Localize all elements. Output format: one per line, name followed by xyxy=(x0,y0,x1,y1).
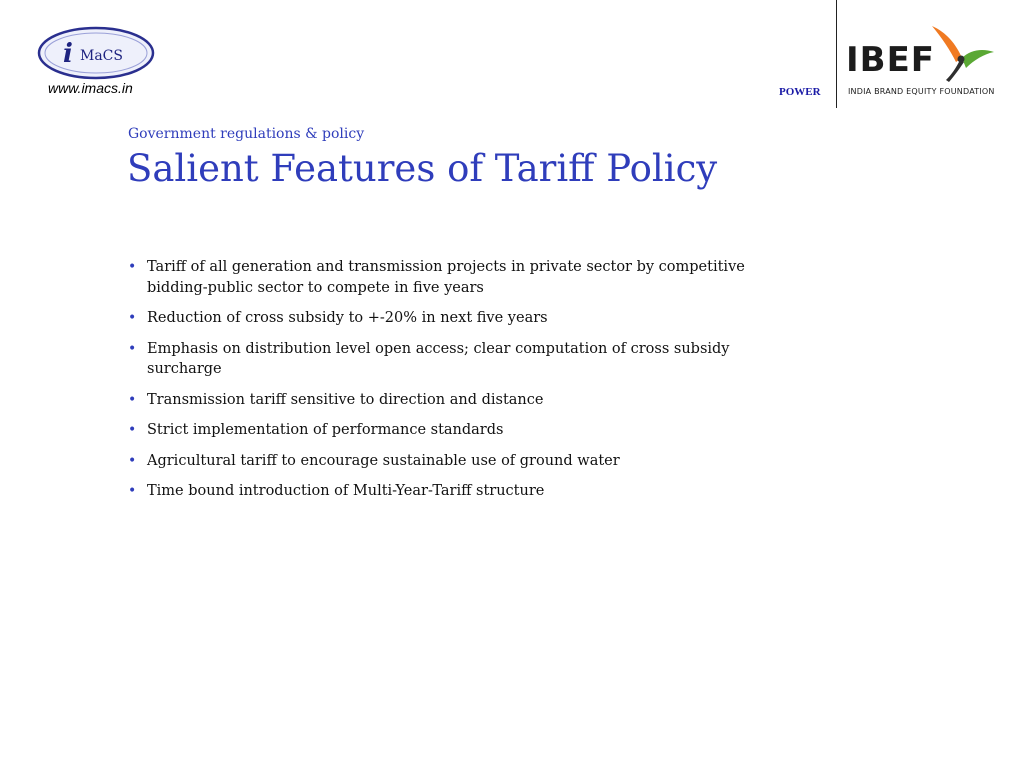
section-label: POWER xyxy=(779,86,821,98)
bullet-list xyxy=(128,257,768,512)
ibef-subtitle: INDIA BRAND EQUITY FOUNDATION xyxy=(848,87,995,96)
bullet-text: Emphasis on distribution level open access; clear computation of cross subsidy surcharge xyxy=(147,340,730,377)
bullet-text: Strict implementation of performance standards xyxy=(147,422,504,438)
imacs-logo-i: i xyxy=(63,39,73,69)
bullet-item xyxy=(128,451,768,472)
slide-title: Salient Features of Tariff Policy xyxy=(127,147,718,190)
imacs-url: www.imacs.in xyxy=(48,80,133,96)
header-divider xyxy=(836,0,837,108)
imacs-logo-text: MaCS xyxy=(80,48,123,64)
bullet-item xyxy=(128,420,768,441)
bullet-item xyxy=(128,481,768,502)
bullet-icon: • xyxy=(128,422,137,438)
bullet-item xyxy=(128,390,768,411)
bullet-item xyxy=(128,308,768,329)
bullet-item xyxy=(128,339,768,380)
bullet-icon: • xyxy=(128,340,137,357)
bullet-text: Transmission tariff sensitive to direction and distance xyxy=(147,391,544,408)
bullet-item xyxy=(128,257,768,298)
bullet-text: Tariff of all generation and transmission projects in private sector by competitive bidding-public sector to compete in five years xyxy=(147,259,745,296)
ibef-bird-icon xyxy=(926,22,998,84)
bullet-icon: • xyxy=(128,310,137,326)
bullet-text: Reduction of cross subsidy to +-20% in next five years xyxy=(147,310,548,326)
bullet-icon: • xyxy=(128,483,137,499)
ibef-wordmark: IBEF xyxy=(846,40,936,80)
bullet-text: Time bound introduction of Multi-Year-Tariff structure xyxy=(147,483,545,499)
bullet-text: Agricultural tariff to encourage sustainable use of ground water xyxy=(147,452,620,469)
slide-subtitle: Government regulations & policy xyxy=(128,126,365,142)
bullet-icon: • xyxy=(128,452,137,469)
bullet-icon: • xyxy=(128,391,137,408)
imacs-logo xyxy=(36,26,156,82)
bullet-icon: • xyxy=(128,259,137,275)
